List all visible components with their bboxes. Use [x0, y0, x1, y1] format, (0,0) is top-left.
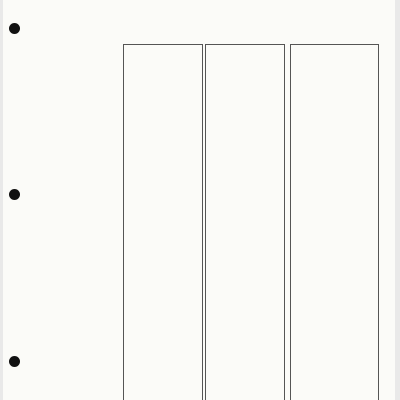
document-page — [3, 0, 395, 400]
proposed-column-box — [290, 44, 379, 400]
punch-hole — [9, 23, 20, 34]
punch-hole — [9, 356, 20, 367]
budget-column-box — [123, 44, 203, 400]
punch-hole — [9, 189, 20, 200]
actual-column-box — [205, 44, 285, 400]
